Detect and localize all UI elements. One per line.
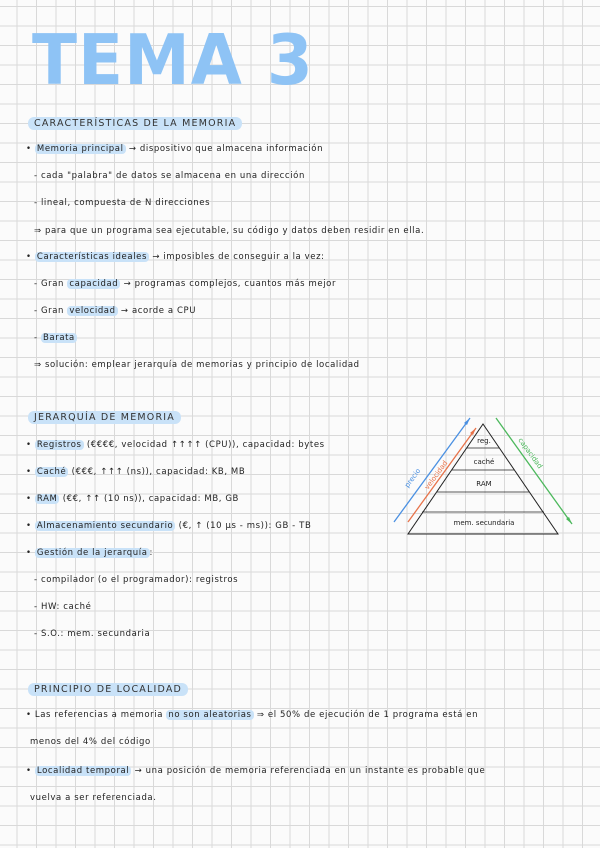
section-heading-localidad: PRINCIPIO DE LOCALIDAD	[28, 683, 188, 696]
highlight: Características ideales	[36, 252, 148, 262]
localidad-line: vuelva a ser referenciada.	[30, 793, 157, 803]
jerarquia-line: • RAM (€€, ↑↑ (10 ns)), capacidad: MB, GB	[26, 494, 239, 504]
highlight: velocidad	[69, 306, 116, 316]
caracteristicas-line: - lineal, compuesta de N direcciones	[34, 198, 211, 208]
caracteristicas-line: - cada "palabra" de datos se almacena en una dirección	[34, 171, 305, 181]
section-heading-caracteristicas: CARACTERÍSTICAS DE LA MEMORIA	[28, 117, 242, 130]
localidad-line: • Localidad temporal → una posición de memoria referenciada en un instante es probable que	[26, 766, 486, 776]
pyramid-level-mem: mem. secundaria	[453, 519, 515, 527]
memory-pyramid-diagram	[388, 412, 578, 547]
caracteristicas-line: - Barata	[34, 333, 75, 343]
highlight: Registros	[36, 440, 82, 450]
caracteristicas-line: ⇒ solución: emplear jerarquía de memorias y principio de localidad	[34, 360, 360, 370]
caracteristicas-line: ⇒ para que un programa sea ejecutable, su código y datos deben residir en ella.	[34, 226, 425, 236]
arrow-label-precio: precio	[403, 467, 423, 490]
caracteristicas-line: - Gran velocidad → acorde a CPU	[34, 306, 197, 316]
jerarquia-line: • Gestión de la jerarquía :	[26, 548, 154, 558]
jerarquia-line: • Almacenamiento secundario (€, ↑ (10 µs - ms)): GB - TB	[26, 521, 312, 531]
pyramid-level-cache: caché	[473, 458, 495, 466]
caracteristicas-line: • Memoria principal → dispositivo que almacena información	[26, 144, 324, 154]
jerarquia-line: - HW: caché	[34, 602, 92, 612]
pyramid-level-ram: RAM	[476, 480, 492, 488]
highlight: RAM	[36, 494, 58, 504]
jerarquia-line: • Caché (€€€, ↑↑↑ (ns)), capacidad: KB, MB	[26, 467, 246, 477]
page-title: TEMA 3	[32, 20, 314, 101]
highlight: Barata	[42, 333, 75, 343]
arrow-label-capacidad: capacidad	[516, 436, 544, 471]
localidad-line: menos del 4% del código	[30, 737, 151, 747]
localidad-line: • Las referencias a memoria no son aleatorias ⇒ el 50% de ejecución de 1 programa está en	[26, 710, 479, 720]
caracteristicas-line: - Gran capacidad → programas complejos, cuantos más mejor	[34, 279, 337, 289]
highlight: Memoria principal	[36, 144, 124, 154]
highlight: Almacenamiento secundario	[36, 521, 174, 531]
jerarquia-line: - S.O.: mem. secundaria	[34, 629, 151, 639]
highlight: Localidad temporal	[36, 766, 130, 776]
arrow-label-velocidad: velocidad	[423, 459, 450, 492]
highlight: Gestión de la jerarquía	[36, 548, 148, 558]
jerarquia-line: • Registros (€€€€, velocidad ↑↑↑↑ (CPU)), capacidad: bytes	[26, 440, 325, 450]
caracteristicas-line: • Características ideales → imposibles de conseguir a la vez:	[26, 252, 325, 262]
highlight: no son aleatorias	[168, 710, 252, 720]
jerarquia-line: - compilador (o el programador): registros	[34, 575, 239, 585]
pyramid-level-reg: reg.	[477, 437, 491, 445]
section-heading-jerarquia: JERARQUÍA DE MEMORIA	[28, 411, 181, 424]
highlight: capacidad	[69, 279, 119, 289]
highlight: Caché	[36, 467, 67, 477]
